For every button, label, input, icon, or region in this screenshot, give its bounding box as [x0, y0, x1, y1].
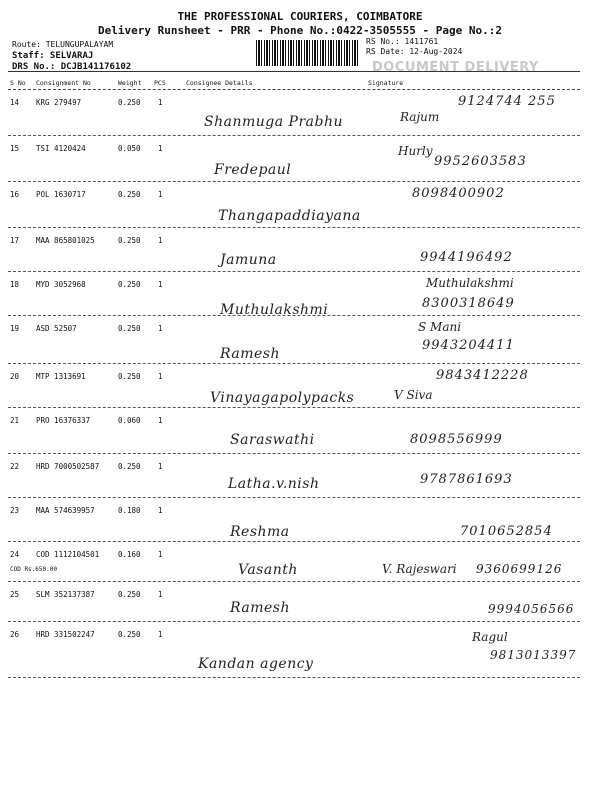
col-header-pcs: PCS: [154, 79, 166, 87]
col-header-consignment: Consignment No: [36, 79, 91, 87]
row-sno: 25: [10, 590, 20, 599]
row-pcs: 1: [158, 144, 163, 153]
receiver-phone: 9124744 255: [458, 94, 556, 109]
row-sno: 14: [10, 98, 20, 107]
row-consignment: HRD 331502247: [36, 630, 95, 639]
row-pcs: 1: [158, 550, 163, 559]
consignee-name: Jamuna: [220, 252, 277, 268]
row-weight: 0.060: [118, 416, 141, 425]
col-header-weight: Weight: [118, 79, 142, 87]
row-consignment: MYD 3052968: [36, 280, 86, 289]
table-row: [8, 272, 580, 316]
receiver-phone: 9952603583: [434, 154, 527, 169]
table-row: [8, 582, 580, 622]
row-weight: 0.250: [118, 462, 141, 471]
row-pcs: 1: [158, 190, 163, 199]
runsheet-subtitle: Delivery Runsheet - PRR - Phone No.:0422-3505555 - Page No.:2: [98, 24, 502, 37]
row-sno: 22: [10, 462, 20, 471]
rs-date: RS Date: 12-Aug-2024: [366, 47, 463, 56]
receiver-signature: Rajum: [400, 110, 440, 124]
consignee-name: Ramesh: [220, 346, 280, 362]
receiver-signature: Muthulakshmi: [426, 276, 514, 290]
route-label: Route: TELUNGUPALAYAM: [12, 40, 114, 49]
table-row: [8, 182, 580, 228]
row-consignment: SLM 352137387: [36, 590, 95, 599]
row-consignment: COD 1112104501: [36, 550, 100, 559]
row-pcs: 1: [158, 280, 163, 289]
row-consignment: POL 1630717: [36, 190, 86, 199]
receiver-phone: 9843412228: [436, 368, 529, 383]
table-row: [8, 542, 580, 582]
row-consignment: MAA 574639957: [36, 506, 95, 515]
staff-label: Staff: SELVARAJ: [12, 51, 94, 61]
row-pcs: 1: [158, 372, 163, 381]
consignee-name: Vasanth: [238, 562, 298, 578]
consignee-name: Latha.v.nish: [228, 476, 320, 492]
row-consignment: PRO 16376337: [36, 416, 91, 425]
row-pcs: 1: [158, 630, 163, 639]
row-weight: 0.250: [118, 190, 141, 199]
row-consignment: ASD 52507: [36, 324, 77, 333]
row-sno: 21: [10, 416, 20, 425]
receiver-signature: Ragul: [472, 630, 508, 644]
row-pcs: 1: [158, 590, 163, 599]
receiver-phone: 8098400902: [412, 186, 505, 201]
row-weight: 0.250: [118, 630, 141, 639]
row-weight: 0.250: [118, 236, 141, 245]
receiver-phone: 9994056566: [488, 602, 575, 616]
consignee-name: Muthulakshmi: [220, 302, 329, 318]
row-sno: 26: [10, 630, 20, 639]
col-header-consignee: Consignee Details: [186, 79, 253, 87]
receiver-phone: 8300318649: [422, 296, 515, 311]
barcode-image: [256, 40, 360, 66]
col-header-signature: Signature: [368, 79, 404, 87]
col-header-sno: S No: [10, 79, 26, 87]
receiver-phone: 9787861693: [420, 472, 513, 487]
receiver-phone: 9813013397: [490, 648, 577, 662]
row-weight: 0.250: [118, 590, 141, 599]
row-pcs: 1: [158, 506, 163, 515]
consignee-name: Shanmuga Prabhu: [204, 114, 343, 130]
drs-number: DRS No.: DCJB141176102: [12, 62, 132, 72]
table-row: [8, 90, 580, 136]
receiver-phone: 7010652854: [460, 524, 553, 539]
table-row: [8, 316, 580, 364]
receiver-signature: V. Rajeswari: [382, 562, 457, 576]
row-pcs: 1: [158, 98, 163, 107]
consignee-name: Fredepaul: [214, 162, 292, 178]
row-sno: 19: [10, 324, 20, 333]
header-divider: [8, 71, 580, 72]
row-sno: 15: [10, 144, 20, 153]
rs-number: RS No.: 1411761: [366, 37, 439, 46]
row-sno: 23: [10, 506, 20, 515]
row-weight: 0.250: [118, 98, 141, 107]
row-sno: 20: [10, 372, 20, 381]
row-weight: 0.160: [118, 550, 141, 559]
row-pcs: 1: [158, 416, 163, 425]
row-consignment: TSI 4120424: [36, 144, 86, 153]
row-divider: [8, 677, 580, 678]
receiver-phone: 9943204411: [422, 338, 515, 353]
table-row: [8, 408, 580, 454]
row-weight: 0.050: [118, 144, 141, 153]
row-consignment: HRD 7000502587: [36, 462, 100, 471]
row-consignment: MTP 1313691: [36, 372, 86, 381]
receiver-phone: 8098556999: [410, 432, 503, 447]
row-pcs: 1: [158, 324, 163, 333]
consignee-name: Ramesh: [230, 600, 290, 616]
consignee-name: Kandan agency: [198, 656, 314, 672]
row-weight: 0.250: [118, 372, 141, 381]
receiver-signature: Hurly: [398, 144, 433, 158]
row-consignment: MAA 865801025: [36, 236, 95, 245]
row-weight: 0.250: [118, 280, 141, 289]
receiver-signature: S Mani: [418, 320, 462, 334]
receiver-phone: 9944196492: [420, 250, 513, 265]
row-pcs: 1: [158, 462, 163, 471]
receiver-phone: 9360699126: [476, 562, 563, 576]
consignee-name: Reshma: [230, 524, 290, 540]
row-weight: 0.180: [118, 506, 141, 515]
consignee-name: Vinayagapolypacks: [210, 390, 355, 406]
cod-amount: COD Rs.650.00: [10, 566, 57, 573]
row-pcs: 1: [158, 236, 163, 245]
row-consignment: KRG 279497: [36, 98, 82, 107]
row-sno: 24: [10, 550, 20, 559]
table-row: [8, 454, 580, 498]
consignee-name: Saraswathi: [230, 432, 315, 448]
consignee-name: Thangapaddiayana: [218, 208, 361, 224]
table-row: [8, 228, 580, 272]
table-row: [8, 136, 580, 182]
company-title: THE PROFESSIONAL COURIERS, COIMBATORE: [177, 10, 423, 23]
row-sno: 18: [10, 280, 20, 289]
row-sno: 16: [10, 190, 20, 199]
table-row: [8, 498, 580, 542]
document-delivery-stamp: DOCUMENT DELIVERY: [372, 60, 539, 75]
table-row: [8, 364, 580, 408]
receiver-signature: V Siva: [394, 388, 433, 402]
table-row: [8, 622, 580, 678]
row-weight: 0.250: [118, 324, 141, 333]
row-sno: 17: [10, 236, 20, 245]
